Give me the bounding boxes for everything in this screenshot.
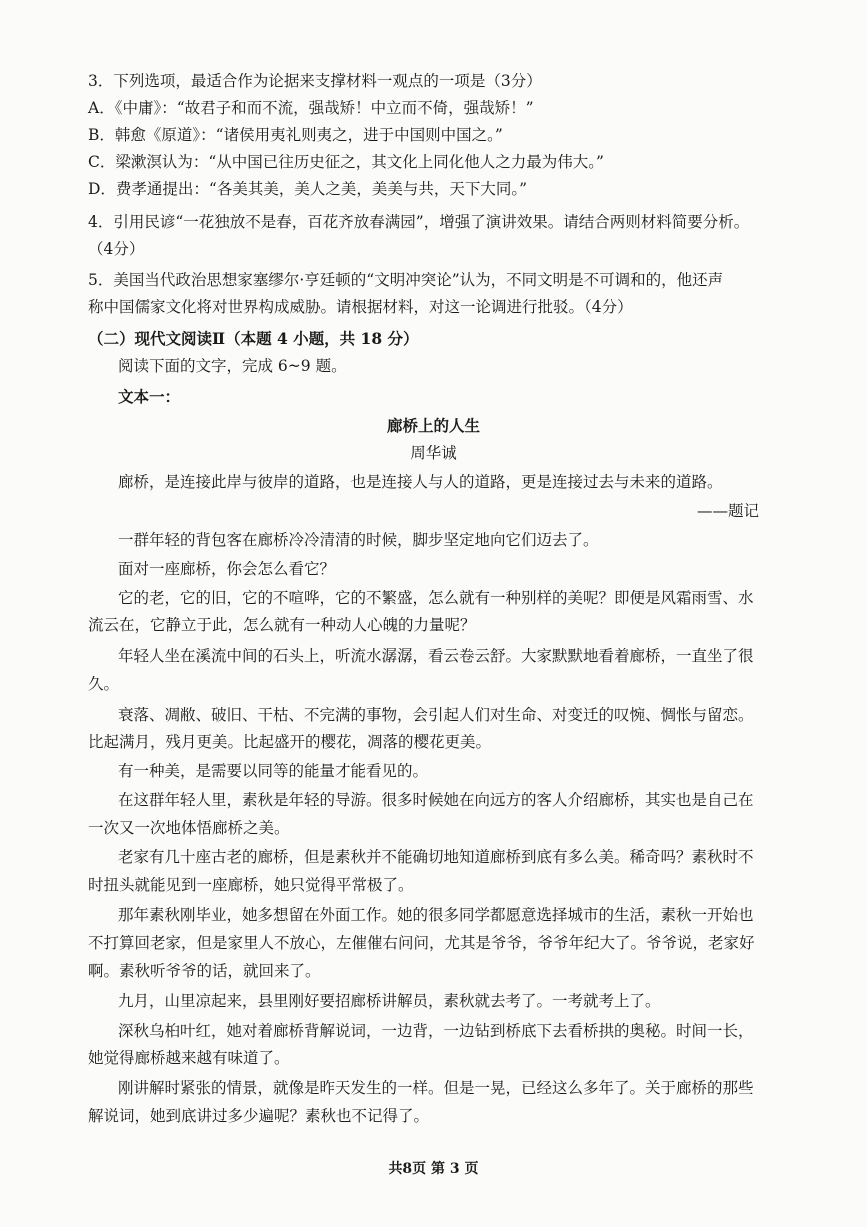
body-line: 在这群年轻人里，素秋是年轻的导游。很多时候她在向远方的客人介绍廊桥，其实也是自己在 xyxy=(118,791,754,809)
q5-line1: 5．美国当代政治思想家塞缪尔·亨廷顿的“文明冲突论”认为，不同文明是不可调和的，他还声 xyxy=(88,271,724,289)
article-title: 廊桥上的人生 xyxy=(386,416,480,435)
body-line: 九月，山里凉起来，县里刚好要招廊桥讲解员，素秋就去考了。一考就考上了。 xyxy=(118,992,661,1010)
body-line: 刚讲解时紧张的情景，就像是昨天发生的一样。但是一晃，已经这么多年了。关于廊桥的那些 xyxy=(118,1079,754,1097)
page-footer: 共8页 第 3 页 xyxy=(388,1161,479,1177)
q5-line2: 称中国儒家文化将对世界构成威胁。请根据材料，对这一论调进行批驳。（4分） xyxy=(88,298,633,316)
body-line: 它的老，它的旧，它的不喧哗，它的不繁盛，怎么就有一种别样的美呢？即便是风霜雨雪、水 xyxy=(118,589,754,607)
body-line: 衰落、凋敝、破旧、干枯、不完满的事物，会引起人们对生命、对变迁的叹惋、惆怅与留恋。 xyxy=(118,706,754,724)
body-line: 一次又一次地体悟廊桥之美。 xyxy=(88,819,290,837)
q3-option-b: B．韩愈《原道》：“诸侯用夷礼则夷之，进于中国则中国之。” xyxy=(88,126,503,144)
body-line: 时扭头就能见到一座廊桥，她只觉得平常极了。 xyxy=(88,876,414,894)
q3-stem: 3．下列选项，最适合作为论据来支撑材料一观点的一项是（3分） xyxy=(88,72,542,90)
q3-option-c: C．梁漱溟认为：“从中国已往历史征之，其文化上同化他人之力最为伟大。” xyxy=(88,153,604,171)
body-line: 老家有几十座古老的廊桥，但是素秋并不能确切地知道廊桥到底有多么美。稀奇吗？素秋时不 xyxy=(118,848,754,866)
body-line: 她觉得廊桥越来越有味道了。 xyxy=(88,1049,290,1067)
q3-option-d: D．费孝通提出：“各美其美，美人之美，美美与共，天下大同。” xyxy=(88,180,528,198)
q3-option-a: A．《中庸》：“故君子和而不流，强哉矫！中立而不倚，强哉矫！” xyxy=(88,99,534,117)
body-line: 比起满月，残月更美。比起盛开的樱花，凋落的樱花更美。 xyxy=(88,733,492,751)
body-line: 深秋乌桕叶红，她对着廊桥背解说词，一边背，一边钻到桥底下去看桥拱的奥秘。时间一长， xyxy=(118,1022,754,1040)
body-line: 有一种美，是需要以同等的能量才能看见的。 xyxy=(118,762,429,780)
body-line: 一群年轻的背包客在廊桥冷冷清清的时候，脚步坚定地向它们迈去了。 xyxy=(118,531,599,549)
body-line: 不打算回老家，但是家里人不放心，左催催右问问，尤其是爷爷，爷爷年纪大了。爷爷说，老家好 xyxy=(88,934,755,952)
section-instruction: 阅读下面的文字，完成 6~9 题。 xyxy=(118,357,347,375)
epigraph-note: ——题记 xyxy=(696,502,759,520)
section-heading: （二）现代文阅读Ⅱ（本题 4 小题，共 18 分） xyxy=(88,329,419,348)
body-line: 流云在，它静立于此，怎么就有一种动人心魄的力量呢？ xyxy=(88,616,476,634)
body-line: 年轻人坐在溪流中间的石头上，听流水潺潺，看云卷云舒。大家默默地看着廊桥，一直坐了很 xyxy=(118,647,754,665)
q4-line1: 4．引用民谚“一花独放不是春，百花齐放春满园”，增强了演讲效果。请结合两则材料简要分析。 xyxy=(88,213,750,231)
body-line: 那年素秋刚毕业，她多想留在外面工作。她的很多同学都愿意选择城市的生活，素秋一开始也 xyxy=(118,906,754,924)
body-line: 解说词，她到底讲过多少遍呢？素秋也不记得了。 xyxy=(88,1107,430,1125)
epigraph: 廊桥，是连接此岸与彼岸的道路，也是连接人与人的道路，更是连接过去与未来的道路。 xyxy=(118,473,723,491)
body-line: 久。 xyxy=(88,675,120,693)
q4-line2: （4分） xyxy=(88,240,145,258)
text-label: 文本一： xyxy=(118,387,181,406)
body-line: 面对一座廊桥，你会怎么看它？ xyxy=(118,560,336,578)
article-author: 周华诚 xyxy=(410,444,457,462)
body-line: 啊。素秋听爷爷的话，就回来了。 xyxy=(88,962,321,980)
